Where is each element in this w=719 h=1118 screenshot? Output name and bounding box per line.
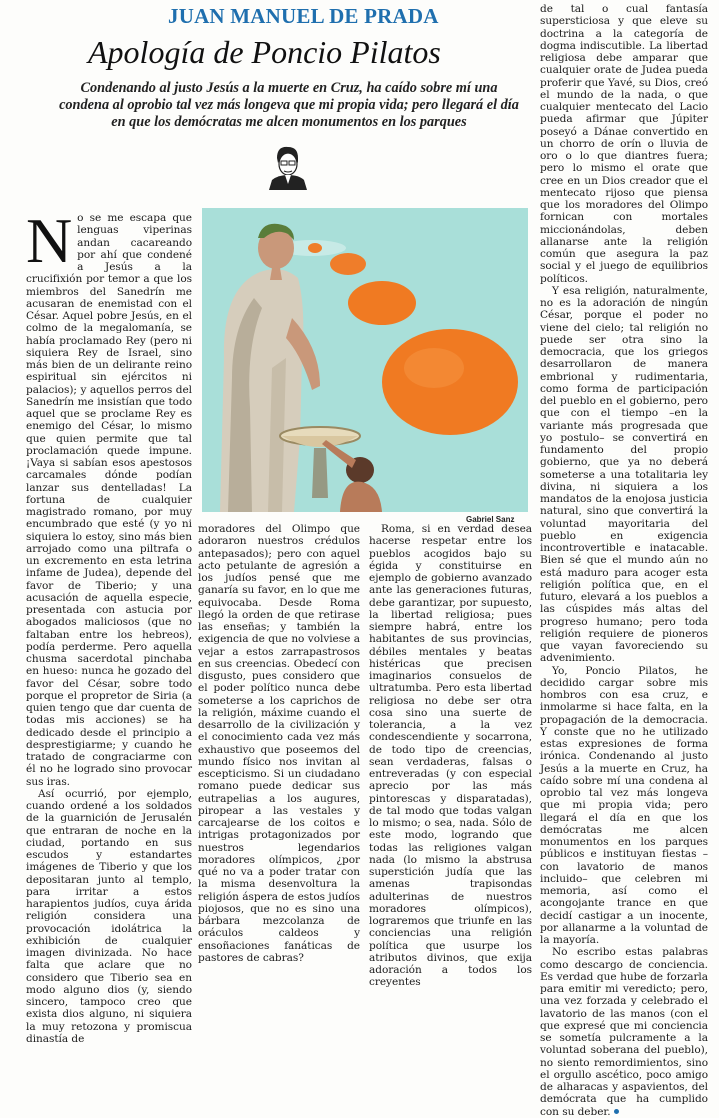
paragraph: moradores del Olimpo que adoraron nuestros crédulos antepasados); pero con aquel acto petulante de agresión a los judíos pensé que me ganaría su favor, en lo que me equivocaba. Desde Roma llegó la orden de que retirase las enseñas; y también la exigencia de que no volviese a vejar a estos zarrapastrosos en sus creencias. Obedecí con disgusto, pues considero que el poder político nunca debe someterse a los caprichos de la religión, máxime cuando el desarrollo de la civilización y el conocimiento cada vez más exhaustivo que poseemos del mundo físico nos invitan al escepticismo. Si un ciudadano romano puede dedicar sus eutrapelias a los augures, piropear a las vestales y carcajearse de los coitos e intrigas protagonizados por nuestros legendarios moradores olímpicos, ¿por qué no va a poder tratar con la misma desenvoltura la religión áspera de estos judíos piojosos, que no es sino una bárbara mezcolanza de oráculos caldeos y ensoñaciones fanáticas de pastores de cabras?	[198, 523, 360, 964]
dropcap-letter: N	[26, 205, 73, 276]
article-title: Apología de Poncio Pilatos	[88, 34, 441, 70]
photo-credit: Gabriel Sanz	[466, 515, 515, 524]
article-deck: Condenando al justo Jesús a la muerte en Cruz, ha caído sobre mí una condena al oprobio tal vez más longeva que mi propia vida; pero llegará el día en que los demócratas me alcen monumentos en los parques	[59, 80, 519, 130]
paragraph: No se me escapa que lenguas viperinas andan cacareando por ahí que condené a Jesús a la crucifixión por temor a que los miembros del Sanedrín me acusaran de enemistad con el César. Aquel pobre Jesús, en el colmo de la megalomanía, se había proclamado Rey (pero ni siquiera Rey de Israel, sino más bien de un delirante reino espiritual sin ejércitos ni palacios); y aquellos perros del Sanedrín me insistían que todo aquel que se proclame Rey es enemigo del César, lo mismo que quien permite que tal proclamación quede impune. ¡Vaya si sabían esos apestosos carcamales dónde podían lanzar sus dentelladas! La fortuna de cualquier magistrado romano, por muy encumbrado que esté (y yo ni siquiera lo estoy, sino más bien arrojado como una piltrafa o un excremento en esta letrina infame de Judea), depende del favor de Tiberio; y una acusación de aquella especie, presentada con astucia por abogados maliciosos (que no faltaban entre los hebreos), podía perderme. Pero aquella chusma sacerdotal pinchaba en hueso: nunca he gozado del favor del César, sobre todo porque el propretor de Siria (a quien tengo que dar cuenta de todas mis acciones) se ha dedicado desde el principio a desprestigiarme; y cuando he tratado de congraciarme con él no he logrado sino provocar sus iras.	[26, 205, 192, 788]
article-column-4	[540, 3, 708, 1118]
end-mark-icon	[614, 1109, 619, 1114]
author-name: JUAN MANUEL DE PRADA	[168, 4, 439, 28]
article-column-2	[198, 523, 360, 964]
paragraph: No escribo estas palabras como descargo de conciencia. Es verdad que hube de forzarla para emitir mi veredicto; pero, una vez forzada y celebrado el lavatorio de las manos (con el que expresé que mi conciencia se sometía pulcramente a la voluntad soberana del pueblo), no siento remordimientos, sino el orgullo ascético, poco amigo de alharacas y aspavientos, del demócrata que ha cumplido con su deber.	[540, 946, 708, 1118]
paragraph: Y esa religión, naturalmente, no es la adoración de ningún César, porque el poder no viene del cielo; tal religión no puede ser otra sino la democracia, que los griegos desarrollaron de manera embrional y rudimentaria, como forma de participación del pueblo en el gobierno, pero que con el tiempo –en la variante más progresada que yo postulo– se convertirá en fundamento del propio gobierno, que ya no deberá someterse a una totalitaria ley divina, ni siquiera a los mandatos de la enojosa justicia natural, sino que convertirá la voluntad mayoritaria del pueblo en exigencia incontrovertible e inatacable. Bien sé que el mundo aún no está maduro para acoger esta religión política que, en el futuro, elevará a los pueblos a las cúspides más altas del progreso humano; pero toda religión requiere de pioneros que vayan favoreciendo su advenimiento.	[540, 284, 708, 665]
paragraph: Roma, si en verdad desea hacerse respetar entre los pueblos acogidos bajo su égida y constituirse en ejemplo de gobierno avanzado ante las generaciones futuras, debe garantizar, por supuesto, la libertad religiosa; pues siempre habrá, entre los habitantes de sus provincias, débiles mentales y beatas histéricas que precisen imaginarios consuelos de ultratumba. Pero esta libertad religiosa no debe ser otra cosa sino una suerte de tolerancia, a la vez condescendiente y socarrona, de todo tipo de creencias, sean verdaderas, falsas o entreveradas (y con especial aprecio por las más pintorescas y disparatadas), de tal modo que todas valgan lo mismo; o sea, nada. Sólo de este modo, logrando que todas las religiones valgan nada (lo mismo la abstrusa superstición judía que las amenas trapisondas adulterinas de nuestros moradores olímpicos), lograremos que triunfe en las conciencias una religión política que usurpe los atributos divinos, que exija adoración a todos los creyentes	[369, 523, 532, 989]
article-column-1	[26, 205, 192, 1045]
paragraph: de tal o cual fantasía supersticiosa y que eleve su doctrina a la categoría de dogma indiscutible. La libertad religiosa debe amparar que cualquier orate de Judea pueda proferir que Yavé, su Dios, creó el mundo de la nada, o que cualquier mentecato del Lacio pueda afirmar que Júpiter poseyó a Dánae convertido en un chorro de orín o lluvia de oro o lo que diantres fuera; pero lo mismo el orate que cree en un Dios creador que el mentecato rijoso que piensa que los moradores del Olimpo fornican con mortales miccionándolas, deben allanarse ante la religión común que asegura la paz social y el juego de equilibrios políticos.	[540, 3, 708, 285]
author-portrait-icon	[263, 144, 311, 190]
paragraph: Yo, Poncio Pilatos, he decidido cargar sobre mis hombros con esa cruz, e inmolarme si hace falta, en la propagación de la democracia. Y conste que no he utilizado estas expresiones de forma irónica. Condenando al justo Jesús a la muerte en Cruz, ha caído sobre mí una condena al oprobio tal vez más longeva que mi propia vida; pero llegará el día en que los demócratas me alcen monumentos en los parques públicos e instituyan fiestas –con lavatorio de manos incluido– que celebren mi memoria, así como el acongojante trance en que decidí castigar a un inocente, por allanarme a la voluntad de la mayoría.	[540, 664, 708, 946]
illustration	[202, 208, 528, 512]
paragraph: Así ocurrió, por ejemplo, cuando ordené a los soldados de la guarnición de Jerusalén que entraran de noche en la ciudad, portando en sus escudos y estandartes imágenes de Tiberio y que los depositaran junto al templo, para irritar a estos harapientos judíos, cuya árida religión considera una provocación idolátrica la exhibición de cualquier imagen divinizada. No hace falta que aclare que no considero que Tiberio sea en modo alguno dios (y, siendo sincero, tampoco creo que exista dios alguno, ni siquiera la muy retozona y promiscua dinastía de	[26, 787, 192, 1045]
